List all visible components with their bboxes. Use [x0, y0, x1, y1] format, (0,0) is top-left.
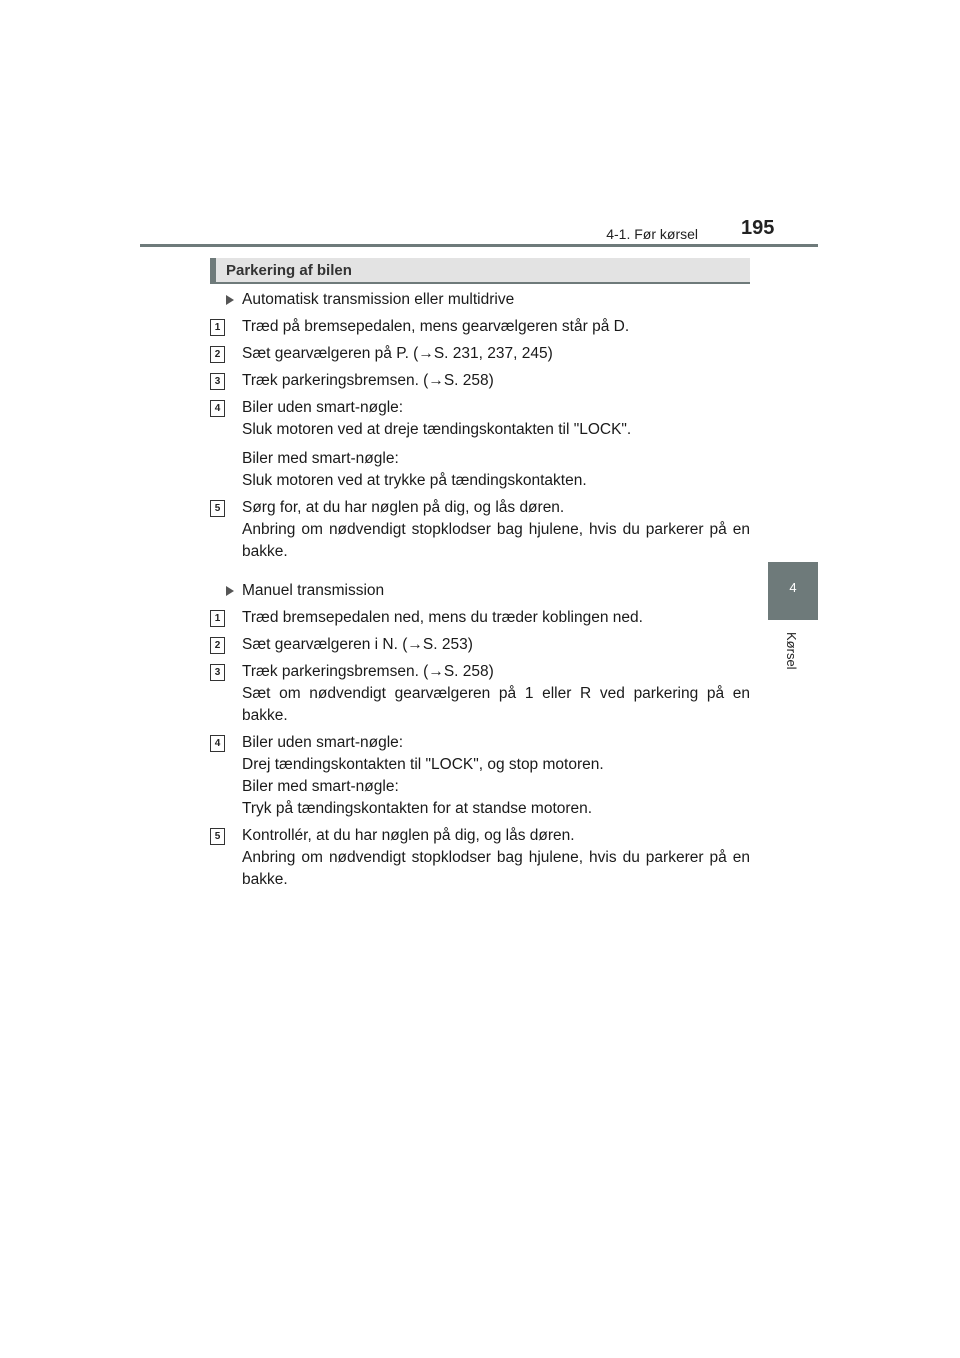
chapter-number: 4	[789, 580, 797, 595]
step-text: Tryk på tændingskontakten for at standse motoren.	[242, 800, 593, 817]
subheading-manual	[210, 580, 750, 602]
step-text: Sluk motoren ved at trykke på tændingskontakten.	[242, 472, 587, 489]
step-text: Sæt gearvælgeren i N. (→S. 253)	[242, 636, 473, 653]
step-number-box: 5	[210, 828, 225, 845]
step-number-box: 3	[210, 664, 225, 681]
step-number-box: 4	[210, 400, 225, 417]
step-number-box: 5	[210, 500, 225, 517]
step-item	[210, 370, 750, 392]
step-item	[210, 634, 750, 656]
subheading-automatic	[210, 289, 750, 311]
header-rule	[140, 244, 818, 247]
page-content	[210, 289, 750, 896]
step-item	[210, 825, 750, 891]
page-number: 195	[741, 217, 775, 239]
step-text: Kontrollér, at du har nøglen på dig, og lås døren.	[242, 827, 575, 844]
step-text: Biler uden smart-nøgle:	[242, 399, 404, 416]
step-number-box: 2	[210, 346, 225, 363]
step-number-box: 1	[210, 610, 225, 627]
subheading-text: Automatisk transmission eller multidrive	[242, 291, 515, 308]
subheading-text: Manuel transmission	[242, 582, 385, 599]
step-number-box: 2	[210, 637, 225, 654]
step-item	[210, 732, 750, 820]
step-text: Sæt gearvælgeren på P. (→S. 231, 237, 245)	[242, 345, 553, 362]
header-section: 4-1. Før kørsel	[606, 226, 698, 242]
step-item	[210, 343, 750, 365]
step-number-box: 4	[210, 735, 225, 752]
step-text: Biler med smart-nøgle:	[242, 450, 399, 467]
step-number-box: 1	[210, 319, 225, 336]
step-text: Sluk motoren ved at dreje tændingskontakten til "LOCK".	[242, 421, 632, 438]
step-item	[210, 497, 750, 563]
triangle-arrow-icon	[226, 295, 234, 305]
chapter-label: Kørsel	[784, 632, 799, 670]
page-header	[0, 0, 960, 250]
step-item	[210, 316, 750, 338]
step-text: Sæt om nødvendigt gearvælgeren på 1 eller R ved parkering på en bakke.	[242, 685, 750, 724]
step-text: Anbring om nødvendigt stopklodser bag hjulene, hvis du parkerer på en bakke.	[242, 521, 750, 560]
step-text: Biler med smart-nøgle:	[242, 778, 399, 795]
step-text: Sørg for, at du har nøglen på dig, og lås døren.	[242, 499, 565, 516]
step-item	[210, 607, 750, 629]
chapter-tab	[768, 562, 818, 620]
step-text: Anbring om nødvendigt stopklodser bag hjulene, hvis du parkerer på en bakke.	[242, 849, 750, 888]
triangle-arrow-icon	[226, 586, 234, 596]
step-text: Træd på bremsepedalen, mens gearvælgeren står på D.	[242, 318, 630, 335]
step-item	[210, 661, 750, 727]
step-text: Træk parkeringsbremsen. (→S. 258)	[242, 372, 494, 389]
step-text: Træk parkeringsbremsen. (→S. 258)	[242, 663, 494, 680]
step-text: Træd bremsepedalen ned, mens du træder koblingen ned.	[242, 609, 643, 626]
section-title: Parkering af bilen	[226, 262, 352, 279]
step-number-box: 3	[210, 373, 225, 390]
step-item	[210, 397, 750, 492]
step-text: Biler uden smart-nøgle:	[242, 734, 404, 751]
section-title-bar	[210, 258, 750, 284]
step-text: Drej tændingskontakten til "LOCK", og stop motoren.	[242, 756, 604, 773]
